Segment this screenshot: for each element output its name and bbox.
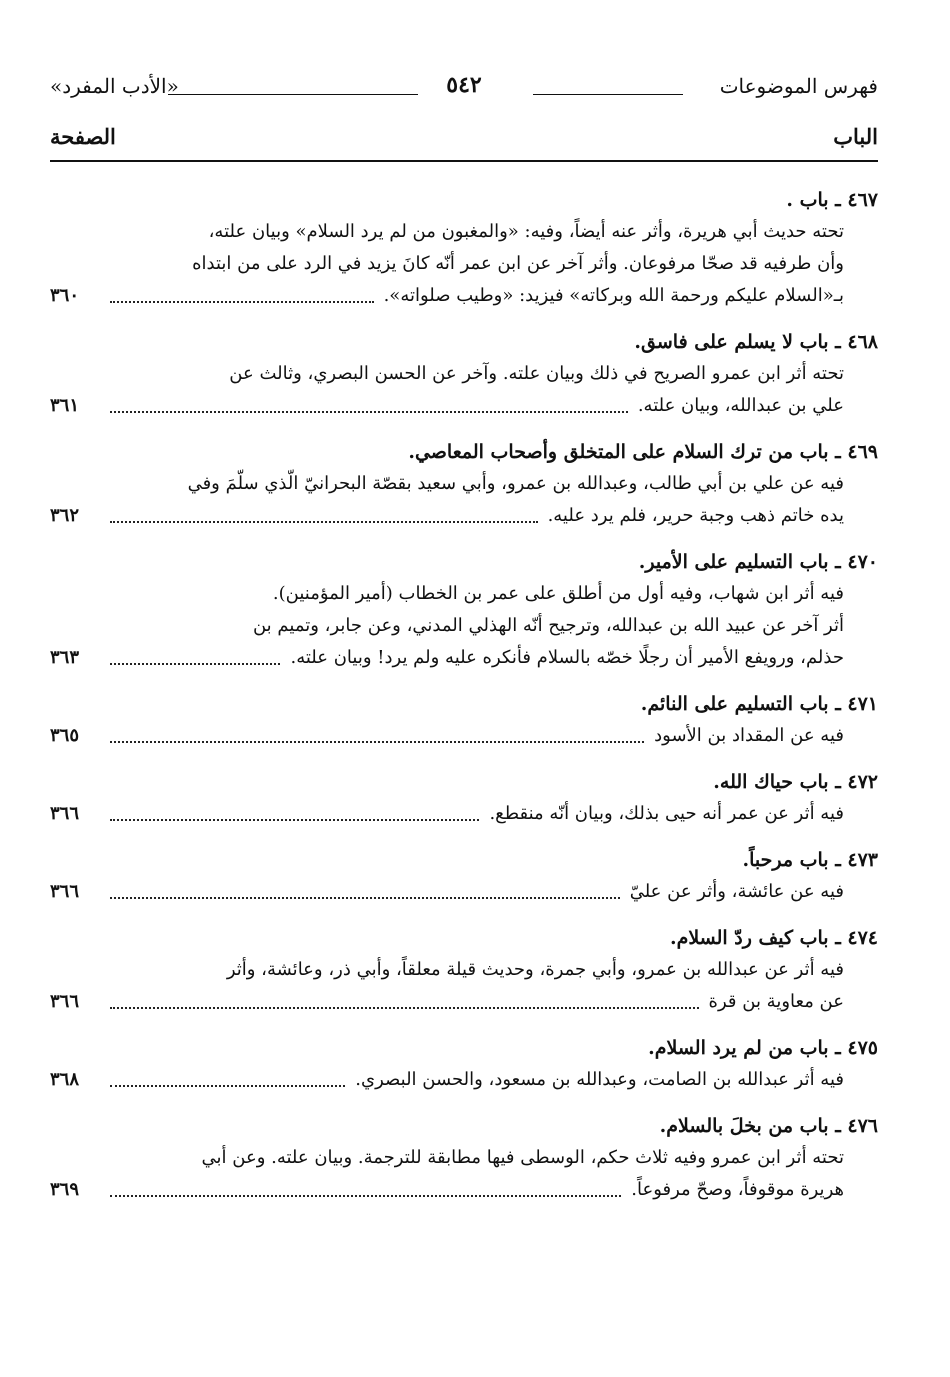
toc-entry [50, 922, 878, 1018]
entry-final-line [50, 986, 878, 1018]
entry-final-line [50, 798, 878, 830]
entry-title: ٤٧٥ ـ باب من لم يرد السلام. [648, 1037, 878, 1059]
entry-line: تحته أثر ابن عمرو الصريح في ذلك وبيان علته. وآخر عن الحسن البصري، وثالث عن [229, 363, 844, 384]
dot-leader [110, 521, 538, 523]
toc-entry [50, 1032, 878, 1096]
entry-line: بـ«السلام عليكم ورحمة الله وبركاته» فيزيد: «وطيب صلواته». [383, 285, 844, 306]
entry-page-number: ٣٦٩ [50, 1179, 80, 1200]
dot-leader [110, 897, 620, 899]
dot-leader [110, 741, 644, 743]
entry-page-number: ٣٦٥ [50, 725, 80, 746]
entry-line: فيه عن علي بن أبي طالب، وعبدالله بن عمرو، وأبي سعيد بقصّة البحرانيّ الّذي سلّمَ وفي [187, 473, 844, 494]
entry-page-number: ٣٦٨ [50, 1069, 80, 1090]
dot-leader [110, 411, 628, 413]
toc-entry [50, 688, 878, 752]
entry-page-number: ٣٦٣ [50, 647, 80, 668]
entry-line: فيه أثر ابن شهاب، وفيه أول من أطلق على عمر بن الخطاب (أمير المؤمنين). [272, 583, 844, 604]
entry-page-number: ٣٦٦ [50, 881, 80, 902]
dot-leader [110, 1085, 345, 1087]
header-rule-right [533, 94, 683, 95]
toc-entry [50, 184, 878, 312]
toc-entry [50, 546, 878, 674]
entry-line: فيه أثر عن عبدالله بن عمرو، وأبي جمرة، وحديث قيلة معلقاً، وأبي ذر، وعائشة، وأثر [226, 959, 844, 980]
toc-entry [50, 436, 878, 532]
heading-rule [50, 160, 878, 162]
entry-final-line [50, 500, 878, 532]
entry-title: ٤٦٩ ـ باب من ترك السلام على المتخلق وأصحاب المعاصي. [408, 441, 878, 463]
entry-line: هريرة موقوفاً، وصحّ مرفوعاً. [631, 1179, 844, 1200]
entry-final-line [50, 876, 878, 908]
running-header [50, 70, 878, 106]
column-headings [50, 124, 878, 154]
entry-title: ٤٦٨ ـ باب لا يسلم على فاسق. [634, 331, 878, 353]
entry-title: ٤٧١ ـ باب التسليم على النائم. [640, 693, 878, 715]
chapter-column-heading: الباب [833, 124, 878, 149]
header-book-title: «الأدب المفرد» [50, 74, 179, 98]
entry-line: فيه أثر عن عمر أنه حيى بذلك، وبيان أنّه منقطع. [489, 803, 844, 824]
entry-line: عن معاوية بن قرة [708, 991, 844, 1012]
entry-line: وأن طرفيه قد صحّا مرفوعان. وأثر آخر عن ابن عمر أنّه كانَ يزيد في الرد على من ابتداه [192, 253, 844, 274]
header-rule-left [168, 94, 418, 95]
toc-entry [50, 844, 878, 908]
header-section-title: فهرس الموضوعات [719, 74, 878, 98]
entry-final-line [50, 1174, 878, 1206]
toc-entries [50, 184, 878, 1220]
entry-line: فيه عن المقداد بن الأسود [654, 725, 844, 746]
entry-line: تحته أثر ابن عمرو وفيه ثلاث حكم، الوسطى فيها مطابقة للترجمة. وبيان علته. وعن أبي [201, 1147, 844, 1168]
entry-line: تحته حديث أبي هريرة، وأثر عنه أيضاً، وفيه: «والمغبون من لم يرد السلام» وبيان علته، [208, 221, 844, 242]
entry-title: ٤٧٦ ـ باب من بخلَ بالسلام. [659, 1115, 878, 1137]
dot-leader [110, 819, 479, 821]
toc-entry [50, 326, 878, 422]
entry-line: حذلم، ورويفع الأمير أن رجلًا خصّه بالسلام فأنكره عليه ولم يرد! وبيان علته. [290, 647, 844, 668]
entry-page-number: ٣٦٠ [50, 285, 80, 306]
entry-page-number: ٣٦١ [50, 395, 80, 416]
toc-entry [50, 766, 878, 830]
entry-final-line [50, 1064, 878, 1096]
entry-final-line [50, 280, 878, 312]
toc-entry [50, 1110, 878, 1206]
entry-page-number: ٣٦٦ [50, 803, 80, 824]
entry-page-number: ٣٦٦ [50, 991, 80, 1012]
entry-title: ٤٦٧ ـ باب . [786, 189, 878, 211]
entry-title: ٤٧٢ ـ باب حياك الله. [713, 771, 878, 793]
entry-line: علي بن عبدالله، وبيان علته. [637, 395, 844, 416]
page-column-heading: الصفحة [50, 124, 116, 149]
dot-leader [110, 1195, 621, 1197]
entry-line: فيه أثر عبدالله بن الصامت، وعبدالله بن مسعود، والحسن البصري. [355, 1069, 844, 1090]
entry-final-line [50, 390, 878, 422]
entry-line: يده خاتم ذهب وجبة حرير، فلم يرد عليه. [547, 505, 844, 526]
entry-line: أثر آخر عن عبيد الله بن عبدالله، وترجيح أنّه الهذلي المدني، وعن جابر، وتميم بن [252, 615, 844, 636]
header-page-number: ٥٤٢ [446, 72, 482, 98]
entry-final-line [50, 642, 878, 674]
dot-leader [110, 301, 374, 303]
entry-final-line [50, 720, 878, 752]
entry-title: ٤٧٠ ـ باب التسليم على الأمير. [638, 551, 878, 573]
entry-title: ٤٧٣ ـ باب مرحباً. [742, 849, 878, 871]
entry-page-number: ٣٦٢ [50, 505, 80, 526]
entry-title: ٤٧٤ ـ باب كيف ردّ السلام. [669, 927, 878, 949]
entry-line: فيه عن عائشة، وأثر عن عليّ [629, 881, 844, 902]
dot-leader [110, 1007, 699, 1009]
dot-leader [110, 663, 280, 665]
